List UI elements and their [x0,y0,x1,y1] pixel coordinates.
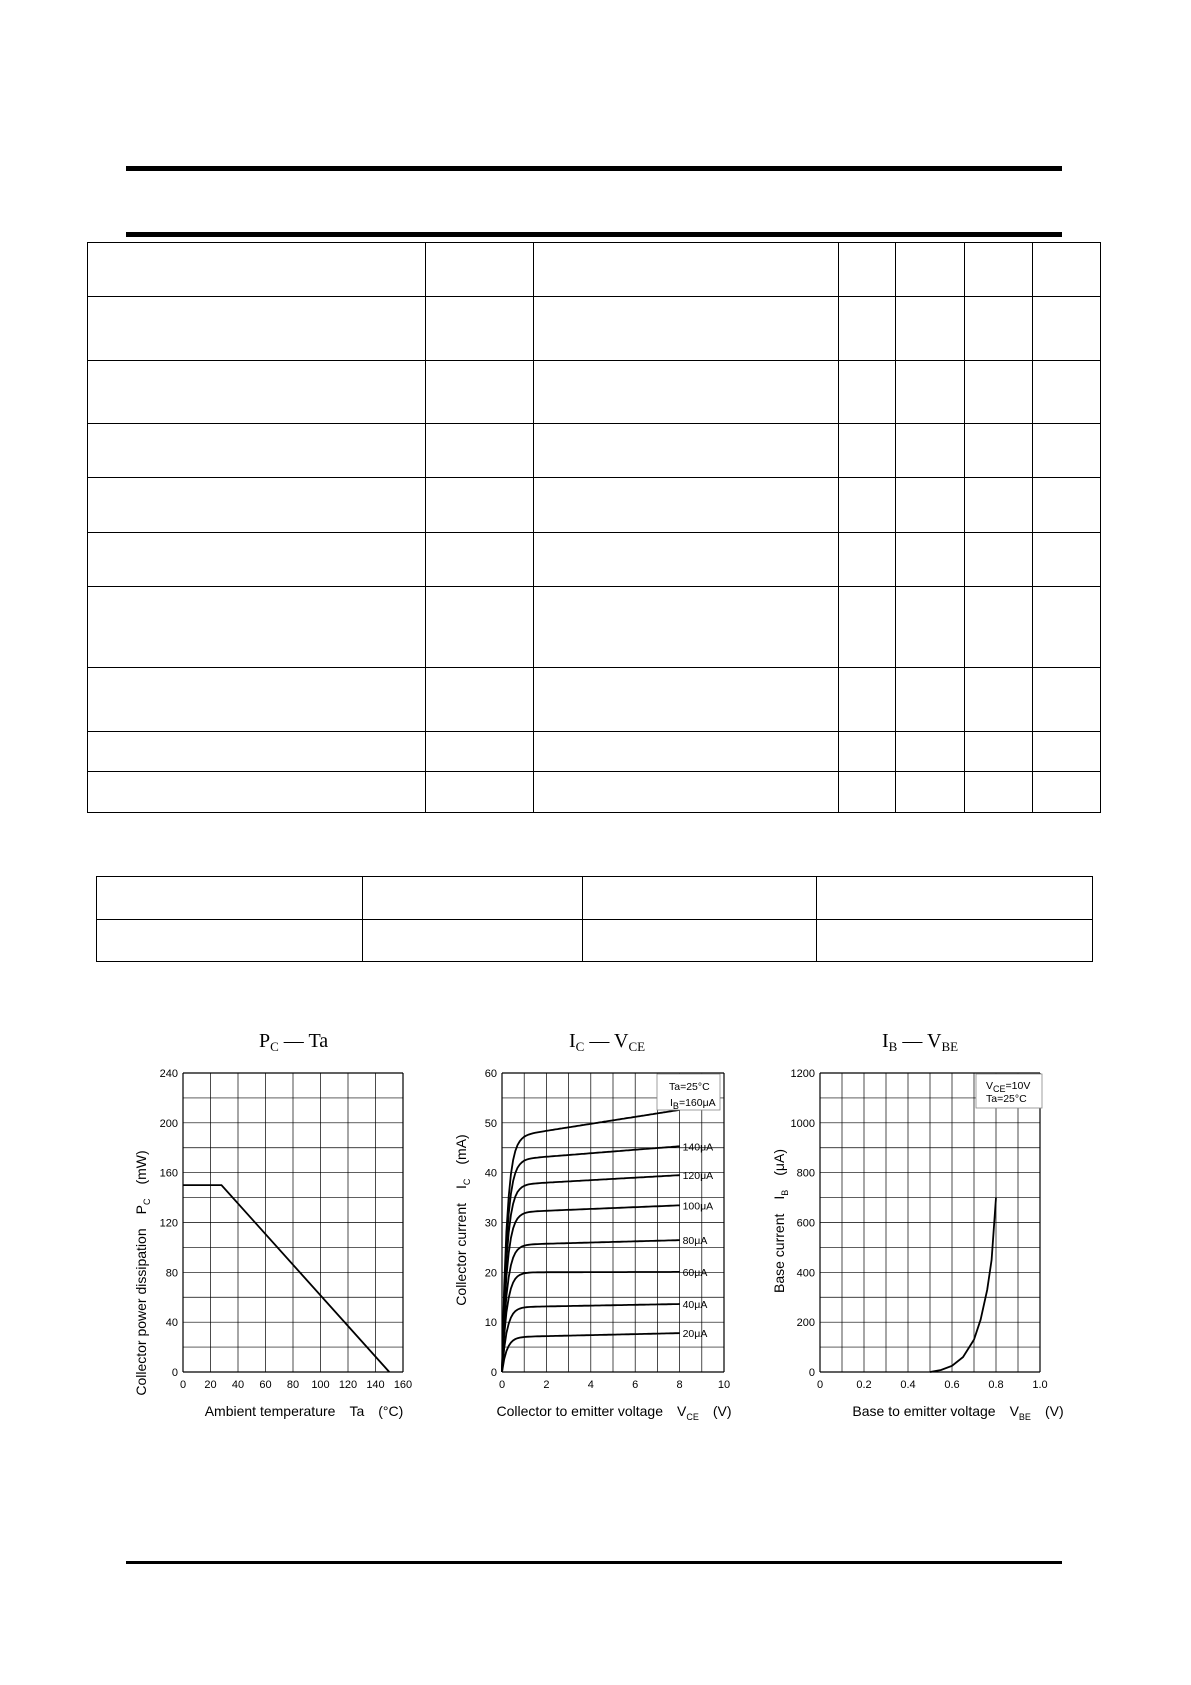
table-row [88,478,1101,533]
y-label-b-sub: B [780,1189,790,1196]
annotation-ta: Ta=25°C [986,1093,1027,1105]
x-tick-label: 2 [543,1379,550,1391]
series-label: 20μA [682,1328,708,1341]
x-tick-label: 120 [338,1379,358,1391]
title-rest: V [926,1030,942,1052]
series-label: 100μA [682,1200,714,1213]
table-row [88,424,1101,478]
label-ib-i: I [670,1097,673,1109]
y-tick-label: 40 [484,1167,497,1180]
table-row [88,772,1101,813]
x-label-a: Collector to emitter voltage [496,1403,663,1419]
y-tick-label: 1200 [790,1068,815,1080]
chart-title-ib-vbe [882,1030,958,1055]
title-rest-sub: CE [628,1039,646,1054]
title-main: I [882,1030,889,1052]
top-rule-2 [126,232,1062,237]
y-tick-label: 0 [171,1367,178,1379]
y-label-c: (mW) [133,1150,149,1185]
x-tick-label: 8 [676,1379,683,1391]
x-label-b: V [677,1403,687,1419]
x-label-a: Base to emitter voltage [852,1403,996,1419]
title-sub: B [888,1039,898,1054]
annotation-ta: Ta=25°C [669,1081,710,1093]
label-ib-sub: B [672,1101,679,1111]
y-tick-label: 1000 [790,1117,815,1130]
chart-title-pc-ta [259,1030,328,1055]
chart-ic-vce [440,1060,770,1430]
title-main: P [259,1030,271,1052]
y-label-b-sub: C [462,1178,472,1186]
x-label-b-sub: BE [1018,1412,1031,1422]
series-label: 40μA [682,1299,708,1312]
table-row [88,732,1101,772]
table-row [88,361,1101,424]
y-label-c: (μA) [771,1148,787,1176]
ann-v-val: =10V [1005,1080,1031,1092]
x-label-b-sub: CE [686,1412,699,1422]
ann-v: V [986,1080,994,1092]
y-tick-label: 200 [159,1117,178,1130]
curve-line [930,1198,996,1372]
y-tick-label: 400 [796,1267,815,1280]
y-tick-label: 60 [484,1068,497,1080]
annotation-vce [986,1080,1030,1094]
classification-table [96,876,1093,962]
table-row [88,533,1101,587]
y-label-c: (mA) [453,1134,469,1165]
y-tick-label: 40 [165,1317,178,1330]
characteristics-table [87,242,1101,813]
y-axis-label [133,1150,152,1395]
y-tick-label: 50 [484,1117,497,1130]
x-tick-label: 140 [366,1379,385,1391]
x-tick-label: 0.4 [900,1379,916,1391]
ann-v-sub: CE [993,1084,1006,1094]
x-axis-label [496,1403,731,1422]
series-label: 80μA [682,1235,708,1248]
y-label-b: I [771,1195,787,1200]
series-label: 120μA [682,1170,714,1183]
x-tick-label: 60 [259,1379,272,1391]
x-axis-label [205,1403,404,1419]
y-tick-label: 120 [159,1217,178,1230]
chart-title-ic-vce [569,1030,645,1055]
table-row [88,243,1101,297]
bottom-rule [126,1561,1062,1564]
x-label-b: V [1009,1403,1019,1419]
x-tick-label: 0.8 [988,1379,1004,1391]
x-axis-label [852,1403,1063,1422]
y-label-b: I [453,1185,469,1190]
x-label-c: (°C) [378,1403,404,1419]
series-label: 140μA [682,1141,714,1154]
table-row [97,877,1093,920]
y-tick-label: 80 [165,1267,178,1280]
x-label-c: (V) [712,1403,732,1419]
y-tick-label: 20 [484,1267,497,1280]
label-ib-val: =160μA [678,1097,716,1109]
x-tick-label: 4 [587,1379,594,1391]
title-sub: C [575,1039,585,1054]
y-tick-label: 10 [484,1317,497,1330]
x-label-a: Ambient temperature [204,1403,336,1419]
x-tick-label: 0.2 [856,1379,872,1391]
curve-line [183,1185,389,1372]
y-tick-label: 600 [796,1217,815,1230]
y-tick-label: 0 [808,1367,815,1379]
x-tick-label: 10 [717,1379,731,1391]
x-tick-label: 0 [816,1379,824,1391]
y-axis-label [453,1134,472,1305]
x-tick-label: 40 [231,1379,245,1391]
x-label-c: (V) [1044,1403,1064,1419]
y-label-a: Collector power dissipation [133,1228,149,1396]
y-tick-label: 800 [796,1167,815,1180]
title-sep: — [584,1030,614,1052]
y-label-b: P [133,1205,149,1215]
x-tick-label: 100 [311,1379,330,1391]
chart-pc-ta [110,1060,430,1430]
title-rest-sub: BE [941,1039,959,1054]
table-row [97,920,1093,962]
table-row [88,297,1101,361]
title-sep: — [278,1030,309,1052]
x-tick-label: 0 [498,1379,506,1391]
y-tick-label: 0 [490,1367,497,1379]
x-tick-label: 6 [632,1379,639,1391]
y-tick-label: 240 [159,1068,178,1080]
title-main: I [569,1030,576,1052]
chart-ib-vbe [770,1060,1100,1430]
title-rest: Ta [308,1030,329,1052]
top-rule-1 [126,166,1062,171]
y-tick-label: 160 [159,1167,178,1180]
y-label-a: Base current [771,1213,787,1294]
x-tick-label: 160 [393,1379,413,1391]
x-tick-label: 1.0 [1032,1379,1048,1391]
y-tick-label: 200 [796,1317,815,1330]
y-label-a: Collector current [453,1203,469,1306]
x-tick-label: 0 [179,1379,187,1391]
title-sep: — [897,1030,927,1052]
x-label-b: Ta [349,1403,365,1419]
y-tick-label: 30 [484,1217,497,1230]
x-tick-label: 20 [204,1379,217,1391]
y-label-b-sub: C [142,1198,152,1206]
x-tick-label: 80 [286,1379,300,1391]
title-rest: V [613,1030,629,1052]
title-sub: C [270,1039,279,1054]
y-axis-label [771,1149,790,1293]
table-row [88,668,1101,732]
table-row [88,587,1101,668]
series-label: 60μA [682,1266,708,1279]
x-tick-label: 0.6 [944,1379,960,1391]
